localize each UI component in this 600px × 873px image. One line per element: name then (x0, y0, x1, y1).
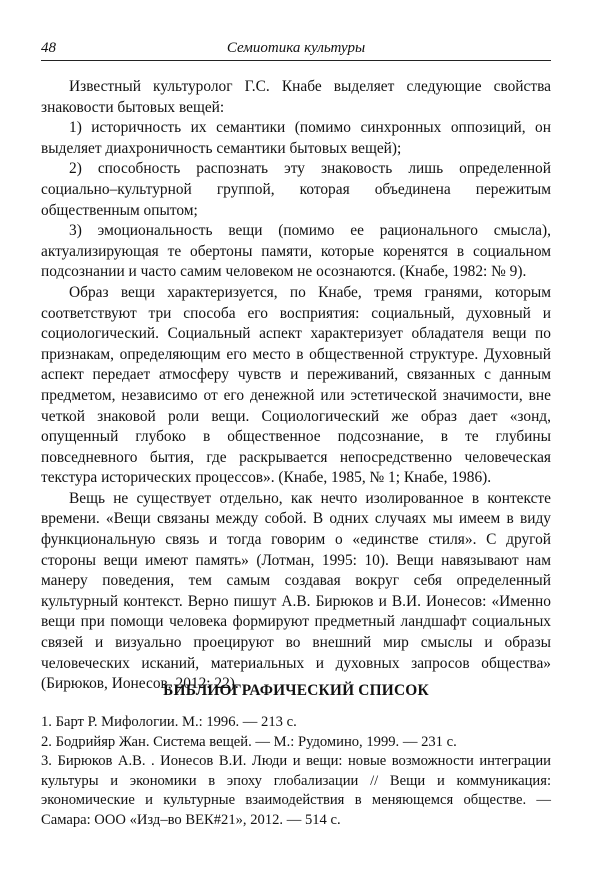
body-text (41, 77, 551, 695)
paragraph-thing-context: Вещь не существует отдельно, как нечто изолированное в контексте времени. «Вещи связаны между собой. В одних случаях мы имеем в виду функциональную связь и тогда говорим о «единстве стиля». С другой стороны вещи имеют память» (Лотман, 1995: 10). Вещи навязывают нам манеру поведения, тем самым создавая вокруг себя определенный культурный контекст. Верно пишут А.В. Бирюков и В.И. Ионесов: «Именно вещи при помощи человека формируют предметный ландшафт социальных связей и визуально проецируют во внешний мир смыслы и образы человеческих исканий, материальных и духовных запросов общества» (Бирюков, Ионесов, 2012: 22). (41, 489, 551, 693)
running-head (41, 38, 551, 61)
paragraph-property-1: 1) историчность их семантики (помимо синхронных оппозиций, он выделяет диахроничность семантики бытовых вещей); (41, 119, 551, 157)
paragraph-intro: Известный культуролог Г.С. Кнабе выделяет следующие свойства знаковости бытовых вещей: (41, 78, 551, 116)
paragraph-image-of-thing: Образ вещи характеризуется, по Кнабе, тремя гранями, которым соответствуют три способа его восприятия: социальный, духовный и социологический. Социальный аспект характеризует обладателя вещи по признакам, определяющим его место в общественной структуре. Духовный аспект передает атмосферу чувств и переживаний, связанных с данным предметом, независимо от его денежной или эстетической значимости, вне четкой знаковой роли вещи. Социологический же образ дает «зонд, опущенный глубоко в общественное подсознание, в те глубины повседневного бытия, где раскрывается непосредственно человеческая текстура исторических процессов». (Кнабе, 1985, № 1; Кнабе, 1986). (41, 283, 551, 487)
bibliography-item: 2. Бодрийяр Жан. Система вещей. — М.: Рудомино, 1999. — 231 с. (41, 733, 457, 750)
bibliography-heading: БИБЛИОГРАФИЧЕСКИЙ СПИСОК (163, 682, 429, 699)
paragraph-property-2: 2) способность распознать эту знаковость лишь определенной социально–культурной группой, которая объединена пережитым общественным опытом; (41, 160, 551, 219)
paragraph-property-3: 3) эмоциональность вещи (помимо ее рационального смысла), актуализирующая те обертоны памяти, которые коренятся в социальном подсознании и часто самим человеком не осознаются. (Кнабе, 1982: № 9). (41, 222, 551, 281)
bibliography-list (41, 713, 551, 831)
bibliography-item: 3. Бирюков А.В. . Ионесов В.И. Люди и вещи: новые возможности интеграции культуры и экономики в эпоху глобализации // Вещи и коммуникация: экономические и культурные взаимодействия в меняющемся обществе. — Самара: ООО «Изд–во ВЕК#21», 2012. — 514 с. (41, 753, 551, 828)
bibliography-item: 1. Барт Р. Мифологии. М.: 1996. — 213 с. (41, 714, 297, 730)
page-number: 48 (41, 40, 56, 56)
running-title: Семиотика культуры (226, 40, 366, 56)
